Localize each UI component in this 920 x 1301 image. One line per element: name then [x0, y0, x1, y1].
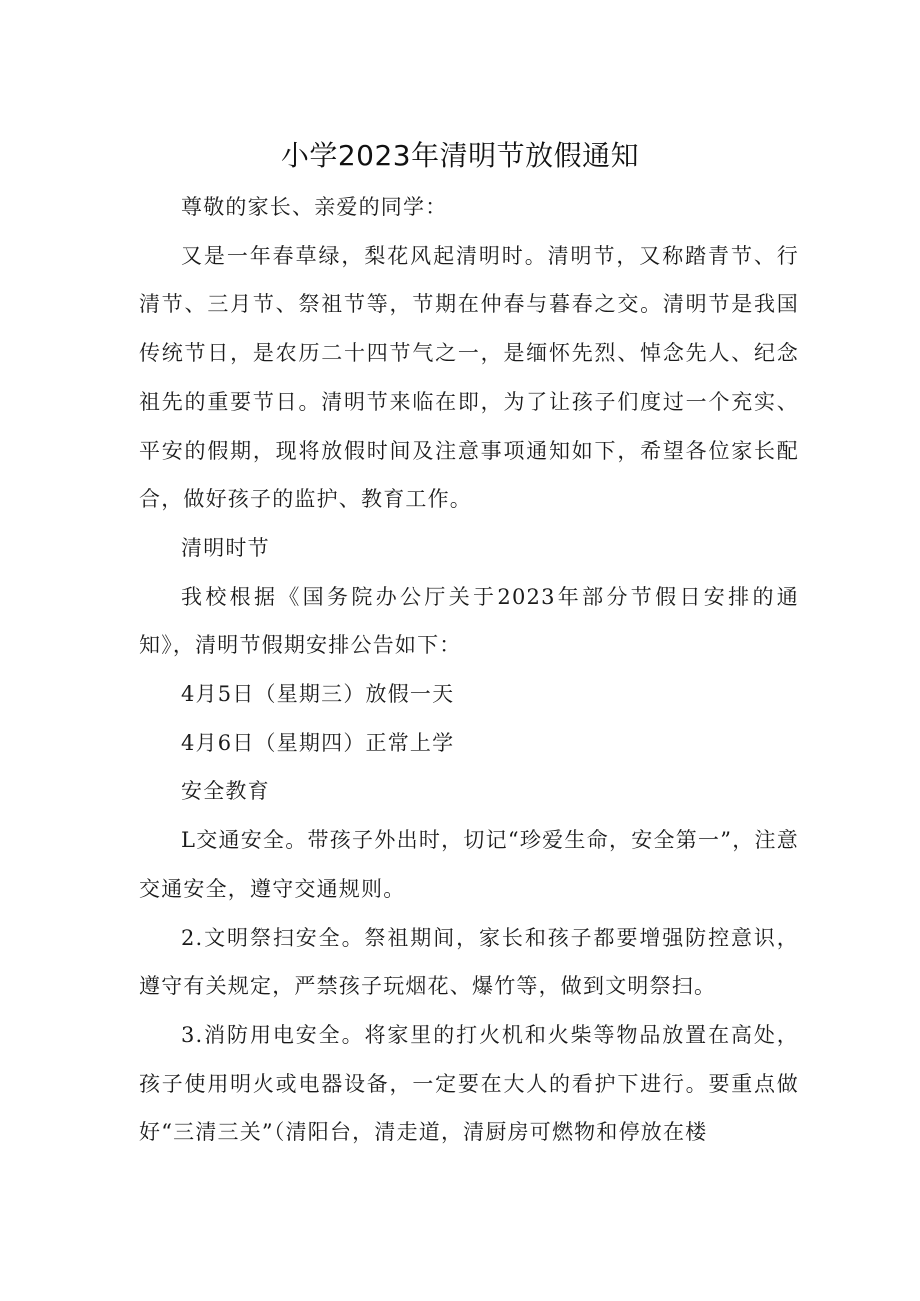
safety-item-sweeping: 2.文明祭扫安全。祭祖期间，家长和孩子都要增强防控意识，遵守有关规定，严禁孩子玩烟花、爆竹等，做到文明祭扫。: [139, 925, 799, 999]
salutation: 尊敬的家长、亲爱的同学：: [181, 195, 448, 219]
schedule-paragraph: 我校根据《国务院办公厅关于2023年部分节假日安排的通知》，清明节假期安排公告如下：: [139, 584, 799, 658]
intro-paragraph: 又是一年春草绿，梨花风起清明时。清明节，又称踏青节、行清节、三月节、祭祖节等，节期在仲春与暮春之交。清明节是我国传统节日，是农历二十四节气之一，是缅怀先烈、悼念先人、纪念祖先的重要节日。清明节来临在即，为了让孩子们度过一个充实、平安的假期，现将放假时间及注意事项通知如下，希望各位家长配合，做好孩子的监护、教育工作。: [139, 243, 799, 512]
school-resume-line: 4月6日（星期四）正常上学: [181, 730, 455, 755]
section-heading-qingming: 清明时节: [181, 535, 270, 560]
document-title: 小学2023年清明节放假通知: [280, 139, 640, 172]
holiday-date-line: 4月5日（星期三）放假一天: [181, 682, 455, 707]
section-heading-safety: 安全教育: [181, 779, 270, 804]
safety-item-fire: 3.消防用电安全。将家里的打火机和火柴等物品放置在高处，孩子使用明火或电器设备，一定要在大人的看护下进行。要重点做好“三清三关”（清阳台，清走道，清厨房可燃物和停放在楼: [139, 1022, 799, 1145]
document-body: [139, 183, 799, 1157]
safety-item-traffic: L交通安全。带孩子外出时，切记“珍爱生命，安全第一”，注意交通安全，遵守交通规则。: [139, 828, 799, 901]
